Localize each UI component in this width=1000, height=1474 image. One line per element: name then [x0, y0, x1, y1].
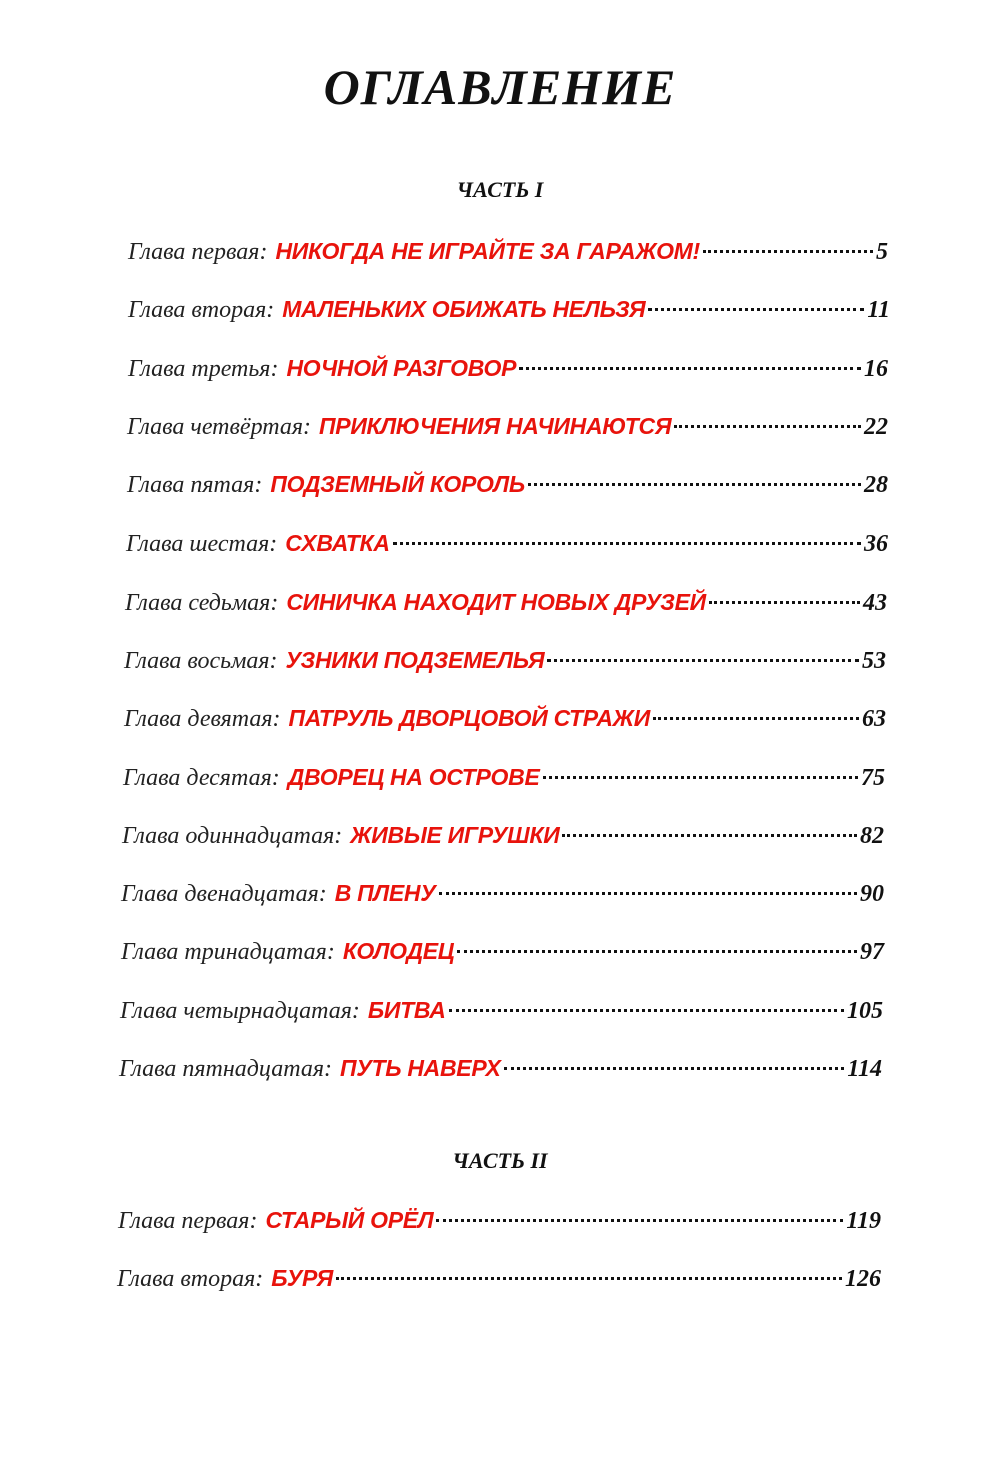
dot-leader	[393, 542, 861, 545]
dot-leader	[519, 367, 861, 370]
toc-entry	[118, 1203, 881, 1237]
dot-leader	[709, 601, 860, 604]
page-number: 82	[860, 823, 884, 849]
page-number: 16	[864, 356, 888, 382]
page-number: 114	[847, 1056, 882, 1082]
dot-leader	[653, 717, 859, 720]
chapter-label: Глава пятая:	[127, 472, 263, 498]
chapter-label: Глава тринадцатая:	[121, 939, 335, 965]
chapter-title: БИТВА	[367, 997, 446, 1023]
part-1-heading: ЧАСТЬ I	[456, 177, 544, 202]
toc-entry	[121, 934, 884, 968]
dot-leader	[674, 425, 861, 428]
chapter-title: ДВОРЕЦ НА ОСТРОВЕ	[287, 764, 540, 790]
page-number: 5	[876, 239, 888, 265]
toc-entry	[125, 585, 887, 619]
chapter-title: ПРИКЛЮЧЕНИЯ НАЧИНАЮТСЯ	[319, 413, 672, 439]
chapter-title: СХВАТКА	[285, 530, 390, 556]
chapter-title: В ПЛЕНУ	[334, 880, 436, 906]
toc-entry	[127, 467, 888, 501]
page-number: 63	[862, 706, 886, 732]
page-number: 126	[845, 1266, 881, 1292]
toc-entry	[119, 1051, 882, 1085]
page-number: 75	[861, 765, 885, 791]
dot-leader	[457, 950, 857, 953]
part-2-heading: ЧАСТЬ II	[452, 1148, 548, 1173]
dot-leader	[528, 483, 861, 486]
chapter-title: МАЛЕНЬКИХ ОБИЖАТЬ НЕЛЬЗЯ	[282, 296, 646, 322]
page-title: ОГЛАВЛЕНИЕ	[323, 59, 677, 115]
chapter-label: Глава третья:	[128, 356, 279, 382]
chapter-label: Глава десятая:	[123, 765, 280, 791]
chapter-title: НОЧНОЙ РАЗГОВОР	[286, 355, 517, 381]
page-number: 43	[863, 590, 887, 616]
page-number: 22	[864, 414, 888, 440]
chapter-label: Глава четвёртая:	[127, 414, 312, 440]
toc-entry	[124, 643, 886, 677]
page-number: 11	[867, 297, 890, 323]
chapter-label: Глава пятнадцатая:	[119, 1056, 332, 1082]
chapter-label: Глава первая:	[128, 239, 268, 265]
chapter-label: Глава одиннадцатая:	[122, 823, 343, 849]
page-number: 28	[864, 472, 888, 498]
page-number: 36	[864, 531, 888, 557]
dot-leader	[547, 659, 859, 662]
toc-entry	[124, 701, 886, 735]
page-number: 119	[846, 1208, 881, 1234]
dot-leader	[543, 776, 859, 779]
chapter-label: Глава шестая:	[126, 531, 278, 557]
toc-entry	[128, 292, 890, 326]
chapter-label: Глава восьмая:	[124, 648, 278, 674]
dot-leader	[449, 1009, 844, 1012]
chapter-title: ЖИВЫЕ ИГРУШКИ	[350, 822, 560, 848]
page-number: 53	[862, 648, 886, 674]
chapter-title: ПУТЬ НАВЕРХ	[340, 1055, 501, 1081]
chapter-title: СИНИЧКА НАХОДИТ НОВЫХ ДРУЗЕЙ	[286, 589, 706, 615]
dot-leader	[562, 834, 857, 837]
dot-leader	[648, 308, 864, 311]
chapter-title: КОЛОДЕЦ	[342, 938, 455, 964]
toc-entry	[120, 993, 883, 1027]
chapter-title: БУРЯ	[271, 1265, 333, 1291]
chapter-label: Глава вторая:	[117, 1266, 264, 1292]
toc-entry	[122, 818, 884, 852]
chapter-title: ПОДЗЕМНЫЙ КОРОЛЬ	[270, 471, 525, 497]
toc-entry	[123, 760, 885, 794]
chapter-label: Глава первая:	[118, 1208, 258, 1234]
dot-leader	[504, 1067, 845, 1070]
chapter-label: Глава вторая:	[128, 297, 275, 323]
toc-entry	[117, 1261, 881, 1295]
page-number: 105	[847, 998, 883, 1024]
dot-leader	[703, 250, 873, 253]
toc-entry	[126, 526, 888, 560]
dot-leader	[439, 892, 858, 895]
chapter-title: ПАТРУЛЬ ДВОРЦОВОЙ СТРАЖИ	[288, 705, 650, 731]
chapter-label: Глава четырнадцатая:	[120, 998, 360, 1024]
chapter-label: Глава девятая:	[124, 706, 281, 732]
chapter-label: Глава двенадцатая:	[121, 881, 327, 907]
chapter-title: УЗНИКИ ПОДЗЕМЕЛЬЯ	[285, 647, 545, 673]
chapter-label: Глава седьмая:	[125, 590, 279, 616]
page-number: 97	[860, 939, 884, 965]
page-number: 90	[860, 881, 884, 907]
toc-entry	[128, 234, 888, 268]
chapter-title: НИКОГДА НЕ ИГРАЙТЕ ЗА ГАРАЖОМ!	[275, 238, 700, 264]
toc-entry	[128, 351, 888, 385]
chapter-title: СТАРЫЙ ОРЁЛ	[265, 1207, 434, 1233]
dot-leader	[336, 1277, 842, 1280]
dot-leader	[436, 1219, 843, 1222]
toc-entry	[127, 409, 888, 443]
toc-entry	[121, 876, 884, 910]
